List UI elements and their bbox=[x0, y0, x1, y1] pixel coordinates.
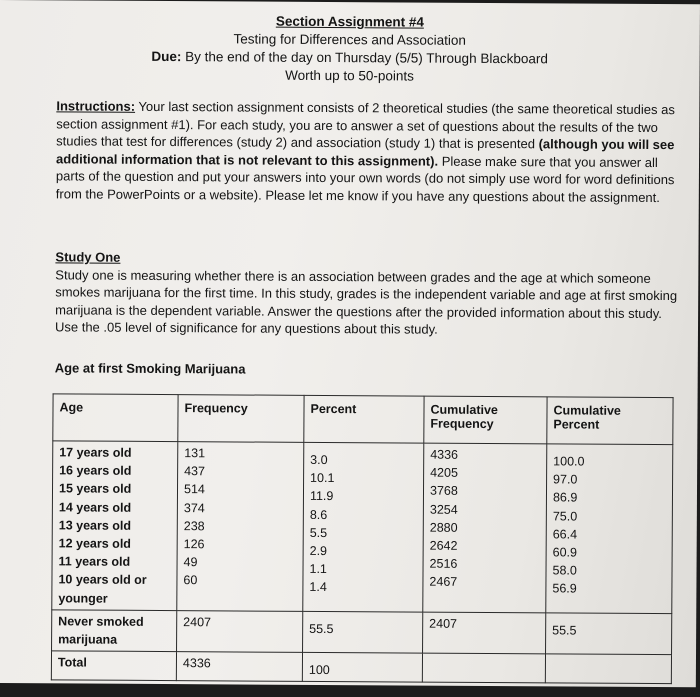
percent-value: 8.6 bbox=[309, 507, 328, 522]
table-header-row bbox=[53, 394, 673, 445]
header-frequency: Frequency bbox=[178, 395, 304, 443]
frequency-value: 131 bbox=[184, 446, 206, 461]
cumulative-frequency-value: 3254 bbox=[429, 502, 458, 517]
age-label: 16 years old bbox=[59, 463, 132, 479]
total-frequency: 4336 bbox=[176, 652, 302, 682]
age-label: 17 years old bbox=[59, 445, 132, 460]
frequency-value: 126 bbox=[183, 537, 205, 552]
percent-value: 1.1 bbox=[309, 562, 327, 577]
frequency-value: 49 bbox=[183, 555, 198, 570]
frequency-value: 374 bbox=[183, 500, 205, 515]
instructions-text-2: Please make sure that you answer all parts of the question and put your answers into your own words (do not simply use word for word definitions from the PowerPoints or a website). Please let me know if you have any questions about the assignment. bbox=[55, 153, 675, 206]
never-smoked-label: Never smoked marijuana bbox=[52, 610, 177, 652]
instructions-text-1: Your last section assignment consists of 2 theoretical studies (the same theoretical studies as section assignment #1). For each study, you are to answer a set of questions about the results of the two studies that test for differences (study 2) and association (study 1) that is presented bbox=[56, 98, 675, 152]
cumulative-frequency-value: 2880 bbox=[429, 520, 458, 535]
header-percent: Percent bbox=[304, 395, 424, 443]
cumulative-percent-value: 100.0 bbox=[553, 454, 585, 469]
cumulative-frequency-value: 2642 bbox=[429, 538, 458, 553]
cumulative-percent-value: 86.9 bbox=[552, 490, 578, 505]
age-label: 13 years old bbox=[58, 518, 132, 533]
age-label: 15 years old bbox=[58, 481, 132, 497]
total-percent: 100 bbox=[302, 653, 422, 683]
assignment-subtitle: Testing for Differences and Association bbox=[233, 31, 466, 48]
instructions-bold-note: (although you will see additional information that is not relevant to this assignment). bbox=[55, 136, 675, 169]
percent-cell bbox=[303, 442, 424, 612]
cumulative-percent-value: 75.0 bbox=[552, 508, 578, 524]
percent-value: 10.1 bbox=[310, 471, 335, 486]
never-smoked-cumulative-frequency: 2407 bbox=[423, 612, 546, 654]
frequency-value: 437 bbox=[184, 464, 206, 479]
header-age: Age bbox=[53, 394, 178, 442]
document-header bbox=[0, 11, 700, 87]
assignment-title: Section Assignment #4 bbox=[275, 13, 424, 30]
cumulative-frequency-value: 4205 bbox=[430, 465, 458, 481]
age-label: 11 years old bbox=[58, 554, 131, 570]
age-label: 10 years old or younger bbox=[58, 572, 147, 606]
frequency-value: 238 bbox=[183, 518, 205, 534]
cumulative-frequency-value: 3768 bbox=[429, 484, 458, 499]
cumulative-percent-value: 60.9 bbox=[552, 545, 578, 560]
study-one-text: Study one is measuring whether there is an association between grades and the age at which someone smokes marijuana for the first time. In this study, grades is the independent variable and age at first smoking marijuana is the dependent variable. Answer the questions after the provided information about this study. Use the .05 level of significance for any questions about this study. bbox=[54, 266, 678, 338]
table-row-total bbox=[51, 651, 671, 684]
total-cumulative-percent-empty bbox=[545, 654, 671, 684]
instructions-label: Instructions: bbox=[56, 98, 136, 114]
cumulative-frequency-value: 2516 bbox=[429, 556, 458, 572]
study-one-title: Study One bbox=[55, 249, 121, 265]
age-cell bbox=[52, 441, 178, 611]
cumulative-percent-value: 58.0 bbox=[552, 563, 577, 578]
cumulative-frequency-value: 4336 bbox=[430, 447, 459, 462]
cumulative-frequency-cell bbox=[423, 443, 547, 613]
cumulative-percent-value: 97.0 bbox=[553, 472, 578, 487]
cumulative-percent-cell bbox=[546, 444, 673, 614]
cumulative-percent-value: 66.4 bbox=[552, 527, 578, 542]
table-title: Age at first Smoking Marijuana bbox=[54, 360, 246, 377]
total-cumulative-frequency-empty bbox=[422, 653, 545, 683]
table-row-never-smoked bbox=[52, 610, 672, 655]
cumulative-percent-value: 56.9 bbox=[552, 581, 577, 596]
cumulative-frequency-value: 2467 bbox=[429, 575, 458, 590]
percent-value: 5.5 bbox=[309, 525, 328, 540]
never-smoked-cumulative-percent: 55.5 bbox=[546, 613, 672, 655]
never-smoked-frequency: 2407 bbox=[177, 610, 303, 652]
due-label: Due: bbox=[151, 48, 182, 65]
header-cumulative-percent: Cumulative Percent bbox=[547, 397, 673, 445]
age-label: 12 years old bbox=[58, 536, 131, 551]
instructions-paragraph bbox=[56, 97, 682, 206]
frequency-cell bbox=[177, 442, 304, 612]
table-row bbox=[52, 441, 673, 614]
age-label: 14 years old bbox=[58, 499, 132, 515]
frequency-value: 514 bbox=[183, 482, 205, 497]
percent-value: 11.9 bbox=[309, 489, 334, 504]
total-label: Total bbox=[51, 651, 176, 681]
frequency-table bbox=[51, 393, 674, 684]
due-text: By the end of the day on Thursday (5/5) Through Blackboard bbox=[185, 49, 548, 67]
percent-value: 1.4 bbox=[309, 580, 327, 595]
worth-line: Worth up to 50-points bbox=[285, 67, 414, 84]
never-smoked-percent: 55.5 bbox=[303, 611, 423, 653]
header-cumulative-frequency: Cumulative Frequency bbox=[424, 396, 547, 444]
frequency-value: 60 bbox=[183, 573, 198, 588]
percent-value: 2.9 bbox=[309, 543, 328, 559]
study-one-section bbox=[55, 248, 681, 340]
percent-value: 3.0 bbox=[310, 452, 328, 468]
